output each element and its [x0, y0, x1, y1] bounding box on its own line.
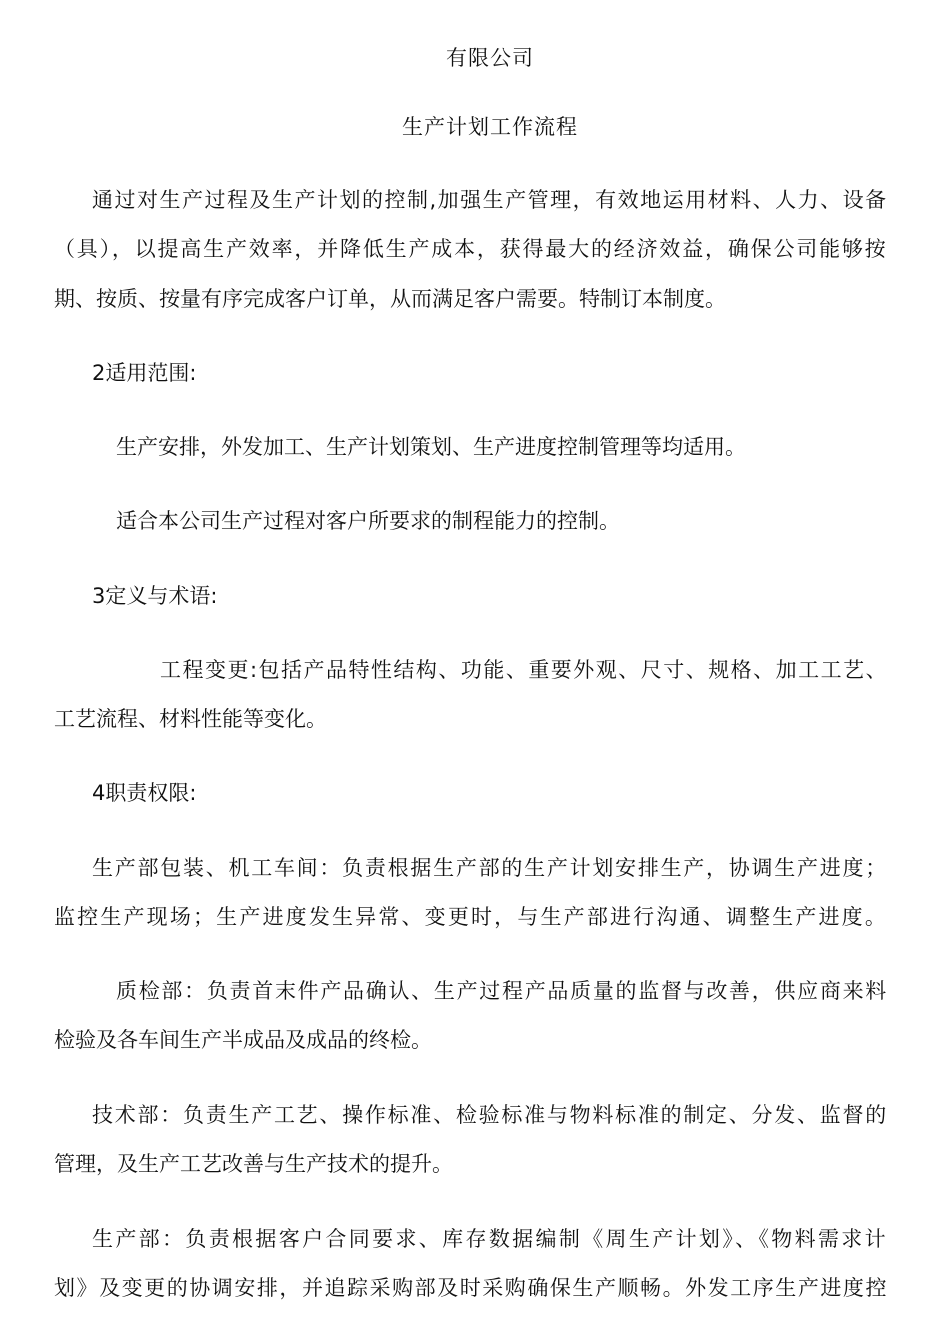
duty-qc-line-2: 检验及各车间生产半成品及成品的终检。: [54, 1028, 432, 1052]
company-name: 有限公司: [446, 46, 534, 70]
scope-heading: 2适用范围:: [92, 361, 197, 385]
duty-production-line-2: 划》及变更的协调安排，并追踪采购部及时采购确保生产顺畅。外发工序生产进度控: [54, 1276, 888, 1300]
purpose-line-2: （具），以提高生产效率，并降低生产成本，获得最大的经济效益，确保公司能够按: [54, 237, 888, 261]
duties-heading: 4职责权限:: [92, 781, 197, 805]
duty-workshop-line-1: 生产部包装、机工车间：负责根据生产部的生产计划安排生产，协调生产进度；: [92, 856, 888, 880]
duty-tech-line-2: 管理，及生产工艺改善与生产技术的提升。: [54, 1152, 453, 1176]
duty-qc-line-1: 质检部：负责首末件产品确认、生产过程产品质量的监督与改善，供应商来料: [116, 979, 888, 1003]
terms-heading: 3定义与术语:: [92, 584, 218, 608]
scope-item-2: 适合本公司生产过程对客户所要求的制程能力的控制。: [116, 509, 620, 533]
terms-line-2: 工艺流程、材料性能等变化。: [54, 707, 327, 731]
purpose-line-1: 通过对生产过程及生产计划的控制,加强生产管理，有效地运用材料、人力、设备: [92, 188, 888, 212]
document-title: 生产计划工作流程: [402, 115, 578, 139]
duty-production-line-1: 生产部：负责根据客户合同要求、库存数据编制《周生产计划》、《物料需求计: [92, 1227, 888, 1251]
duty-workshop-line-2: 监控生产现场；生产进度发生异常、变更时，与生产部进行沟通、调整生产进度。: [54, 905, 888, 929]
terms-line-1: 工程变更:包括产品特性结构、功能、重要外观、尺寸、规格、加工工艺、: [160, 658, 889, 682]
purpose-line-3: 期、按质、按量有序完成客户订单，从而满足客户需要。特制订本制度。: [54, 287, 726, 311]
scope-item-1: 生产安排，外发加工、生产计划策划、生产进度控制管理等均适用。: [116, 435, 746, 459]
duty-tech-line-1: 技术部：负责生产工艺、操作标准、检验标准与物料标准的制定、分发、监督的: [92, 1103, 888, 1127]
